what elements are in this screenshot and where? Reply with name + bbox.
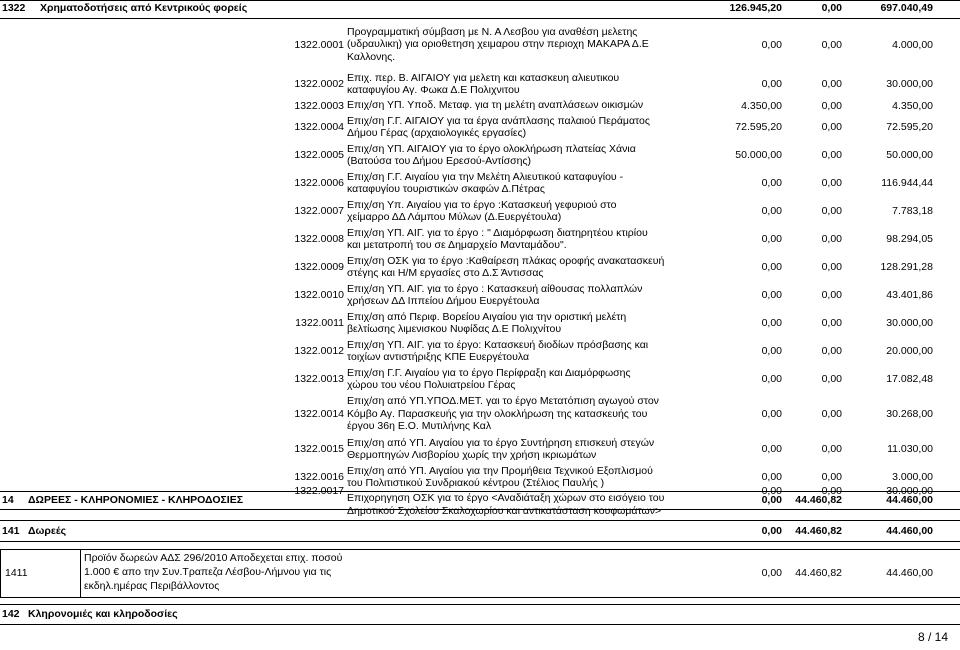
row-desc-line: βελτίωσης λιμενισκου Νυφίδας Δ.Ε Πολιχνίτου xyxy=(347,323,562,335)
row-desc-line: Επιχ/ση Γ.Γ. ΑΙΓΑΙΟΥ για τα έργα ανάπλασης παλαιού Περάματος xyxy=(347,114,650,127)
amount-c: 30.000,00 xyxy=(886,485,933,497)
amount-b: 0,00 xyxy=(821,443,842,455)
amount-c: 3.000,00 xyxy=(892,471,933,483)
row-code: 1322.0015 xyxy=(294,443,344,455)
amount-a: 0,00 xyxy=(761,261,782,273)
amount-a: 0,00 xyxy=(761,408,782,420)
amount-b: 0,00 xyxy=(821,233,842,245)
amount-c: 30.000,00 xyxy=(886,78,933,90)
row-desc-line: χείμαρρο ΔΔ Λάμπου Μύλων (Δ.Ευεργέτουλα) xyxy=(347,211,562,223)
amount-c: 50.000,00 xyxy=(886,149,933,161)
row-code: 1322.0009 xyxy=(294,261,344,273)
amount-b: 0,00 xyxy=(821,485,842,497)
amount-b: 0,00 xyxy=(821,408,842,420)
amount-c: 44.460,00 xyxy=(886,567,933,579)
row-desc-line: Επιχ/ση από Περιφ. Βορείου Αιγαίου για την οριστική μελέτη xyxy=(347,310,627,323)
row-code: 141 xyxy=(2,525,20,537)
row-code: 1322.0001 xyxy=(294,38,344,51)
amount-b: 0,00 xyxy=(821,78,842,90)
row-desc-line: Επιχ. περ. Β. ΑΙΓΑΙΟΥ για μελετη και κατασκευη αλιευτικου xyxy=(347,71,620,84)
row-desc-line: εκδηλ.ημέρας Περιβάλλοντος xyxy=(84,580,220,592)
amount-c: 44.460,00 xyxy=(886,494,933,506)
amount-c: 4.000,00 xyxy=(892,38,933,51)
amount-a: 0,00 xyxy=(761,78,782,90)
amount-c: 72.595,20 xyxy=(886,121,933,133)
row-desc-line: του Πολιτιστικού Συνδριακού κέντρου (Στέλιος Παυλής ) xyxy=(347,477,605,489)
row-desc-line: Επιχ/ση ΟΣΚ για το έργο :Καθαίρεση πλάκας οροφής ανακατασκευή xyxy=(347,254,665,267)
row-desc-line: Επιχ/ση από ΥΠ. Αιγαίου για την Προμήθεια Τεχνικού Εξοπλισμού xyxy=(347,464,653,477)
amount-b: 0,00 xyxy=(821,261,842,273)
amount-b: 0,00 xyxy=(821,205,842,217)
amount-b: 0,00 xyxy=(821,99,842,112)
row-code: 1322.0006 xyxy=(294,177,344,189)
amount-b: 0,00 xyxy=(821,38,842,51)
row-code: 1322.0010 xyxy=(294,289,344,301)
amount-b: 0,00 xyxy=(821,121,842,133)
amount-a: 0,00 xyxy=(761,443,782,455)
amount-c: 30.268,00 xyxy=(886,408,933,420)
row-code: 1322 xyxy=(2,2,26,14)
amount-c: 98.294,05 xyxy=(886,233,933,245)
row-code: 1322.0013 xyxy=(294,373,344,385)
amount-a: 72.595,20 xyxy=(735,121,782,133)
row-desc-line: στέγης και Η/Μ εργασίες στο Δ.Σ Άντισσας xyxy=(347,267,544,279)
row-name: Δωρεές xyxy=(28,525,67,537)
row-code: 1322.0016 xyxy=(294,471,344,483)
row-desc-line: Επιχ/ση ΥΠ. ΑΙΓ. για το έργο: Κατασκευή διοδίων πρόσβασης και xyxy=(347,338,649,351)
row-name: ΔΩΡΕΕΣ - ΚΛΗΡΟΝΟΜΙΕΣ - ΚΛΗΡΟΔΟΣΙΕΣ xyxy=(28,494,244,506)
row-desc-line: Επιχ/ση από ΥΠ.ΥΠΟΔ.ΜΕΤ. γαι το έργο Μετατόπιση αγωγού στον xyxy=(347,395,659,408)
row-desc-line: και μετατροπή του σε Δημαρχείο Μανταμάδου". xyxy=(347,239,567,251)
amount-b: 0,00 xyxy=(821,317,842,329)
amount-a: 0,00 xyxy=(761,471,782,483)
row-code: 1411 xyxy=(5,567,28,579)
amount-c: 17.082,48 xyxy=(886,373,933,385)
row-desc-line: Επιχ/ση ΥΠ. Υποδ. Μεταφ. για τη μελέτη αναπλάσεων οικισμών xyxy=(347,99,644,112)
amount-b: 0,00 xyxy=(821,177,842,189)
amount-c: 116.944,44 xyxy=(881,177,933,189)
row-desc-line: Επιχ/ση ΥΠ. ΑΙΓΑΙΟΥ για το έργο ολοκλήρωση πλατείας Χάνια xyxy=(347,142,636,155)
row-code: 1322.0002 xyxy=(294,78,344,90)
row-code: 1322.0005 xyxy=(294,149,344,161)
row-desc-line: Επιχ/ση ΥΠ. ΑΙΓ. για το έργο : Κατασκευή αίθουσας πολλαπλών xyxy=(347,282,643,295)
row-desc-line: χρήσεων ΔΔ Ιππείου Δήμου Ευεργέτουλα xyxy=(347,295,540,307)
row-code: 1322.0008 xyxy=(294,233,344,245)
amount-a: 0,00 xyxy=(761,525,782,537)
amount-c: 128.291,28 xyxy=(880,261,933,273)
row-desc-line: (Βατούσα του Δήμου Ερεσού-Αντίσσης) xyxy=(347,155,532,167)
row-code: 1322.0003 xyxy=(294,99,344,112)
amount-a: 0,00 xyxy=(761,317,782,329)
page-number: 8 / 14 xyxy=(917,630,948,644)
row-code: 1322.0017 xyxy=(294,485,344,497)
amount-b: 44.460,82 xyxy=(795,494,842,506)
row-desc-line: Επιχ/ση από ΥΠ. Αιγαίου για το έργο Συντήρηση επισκευή στεγών xyxy=(347,436,655,449)
row-desc-line: Επιχ/ση ΥΠ. ΑΙΓ. για το έργο : " Διαμόρφωση διατηρητέου κτιρίου xyxy=(347,226,648,239)
amount-c: 44.460,00 xyxy=(886,525,933,537)
amount-a: 0,00 xyxy=(761,289,782,301)
row-desc-line: Επιχ/ση Γ.Γ. Αιγαίου για την Μελέτη Αλιευτικού καταφυγίου - xyxy=(347,170,624,183)
amount-a: 50.000,00 xyxy=(735,149,782,161)
amount-c: 43.401,86 xyxy=(886,289,933,301)
row-code: 1322.0007 xyxy=(294,205,344,217)
amount-a: 0,00 xyxy=(761,177,782,189)
amount-c: 7.783,18 xyxy=(892,205,933,217)
amount-b: 0,00 xyxy=(821,345,842,357)
row-code: 1322.0014 xyxy=(294,408,344,420)
amount-a: 0,00 xyxy=(761,494,782,506)
amount-a: 126.945,20 xyxy=(729,2,782,14)
amount-b: 44.460,82 xyxy=(795,525,842,537)
amount-a: 0,00 xyxy=(761,38,782,51)
amount-c: 20.000,00 xyxy=(886,345,933,357)
row-desc-line: χώρου του νέου Πολυιατρείου Γέρας xyxy=(347,379,516,391)
row-code: 14 xyxy=(2,494,14,506)
amount-b: 0,00 xyxy=(821,373,842,385)
row-name: Χρηματοδοτήσεις από Κεντρικούς φορείς xyxy=(40,2,248,14)
amount-b: 0,00 xyxy=(821,289,842,301)
amount-b: 0,00 xyxy=(821,471,842,483)
row-desc-line: Προγραμματική σύμβαση με Ν. Α Λεσβου για αναθέση μελετης xyxy=(347,25,638,38)
row-desc-line: Δήμου Γέρας (αρχαιολογικές εργασίες) xyxy=(347,127,527,139)
row-code: 1322.0011 xyxy=(295,317,344,329)
row-desc-line: Καλλονης. xyxy=(347,50,396,63)
amount-c: 4.350,00 xyxy=(892,99,933,112)
amount-b: 0,00 xyxy=(821,149,842,161)
row-desc-line: Επιχορηγηση ΟΣΚ για το έργο <Αναδιάταξη χώρων στο εισόγειο του xyxy=(347,492,665,504)
row-desc-line: Προϊόν δωρεών ΑΔΣ 296/2010 Αποδεχεται επιχ. ποσού xyxy=(84,552,343,564)
row-code: 1322.0012 xyxy=(294,345,344,357)
row-desc-line: Κόμβο Αγ. Παρασκευής για την ολοκλήρωση της κατασκευής του xyxy=(347,407,648,420)
row-desc-line: 1.000 € απο την Συν.Τραπεζα Λέσβου-Λήμνου για τις xyxy=(84,566,332,578)
row-code: 1322.0004 xyxy=(294,121,344,133)
amount-b: 44.460,82 xyxy=(795,567,842,579)
row-desc-line: έργου 36η Ε.Ο. Μυτιλήνης Καλ xyxy=(347,420,492,433)
amount-a: 0,00 xyxy=(761,205,782,217)
amount-a: 0,00 xyxy=(761,233,782,245)
amount-c: 30.000,00 xyxy=(886,317,933,329)
amount-a: 0,00 xyxy=(761,373,782,385)
row-desc-line: (υδραυλικη) για οριοθετηση χειμαρου στην περιοχη ΜΑΚΑΡΑ Δ.Ε xyxy=(347,38,649,51)
row-desc-line: Επιχ/ση Γ.Γ. Αιγαίου για το έργο Περίφραξη και Διαμόρφωσης xyxy=(347,366,631,379)
row-desc-line: καταφυγίου Αγ. Φωκα Δ.Ε Πολιχνιτου xyxy=(347,84,520,96)
row-code: 142 xyxy=(2,608,20,620)
row-desc-line: τοιχίων αντιστήριξης ΚΠΕ Ευεργέτουλα xyxy=(347,351,530,363)
row-desc-line: καταφυγίου τουριστικών σκαφών Δ.Πέτρας xyxy=(347,183,545,195)
row-desc-line: Δημοτικού Σχολείου Σκαλοχωρίου και αντικατάσταση κουφωμάτων> xyxy=(347,504,662,517)
amount-a: 0,00 xyxy=(761,345,782,357)
amount-b: 0,00 xyxy=(821,2,842,14)
amount-c: 11.030,00 xyxy=(887,443,933,455)
row-desc-line: Επιχ/ση Υπ. Αιγαίου για το έργο :Κατασκευή γεφυριού στο xyxy=(347,198,617,211)
row-desc-line: Θερμοπηγών Λισβορίου χωρίς την χρήση ικριωμάτων xyxy=(347,449,597,461)
amount-c: 697.040,49 xyxy=(880,2,933,14)
row-name: Κληρονομιές και κληροδοσίες xyxy=(28,608,178,620)
amount-a: 0,00 xyxy=(761,567,782,579)
amount-a: 0,00 xyxy=(761,485,782,497)
amount-a: 4.350,00 xyxy=(741,99,782,112)
